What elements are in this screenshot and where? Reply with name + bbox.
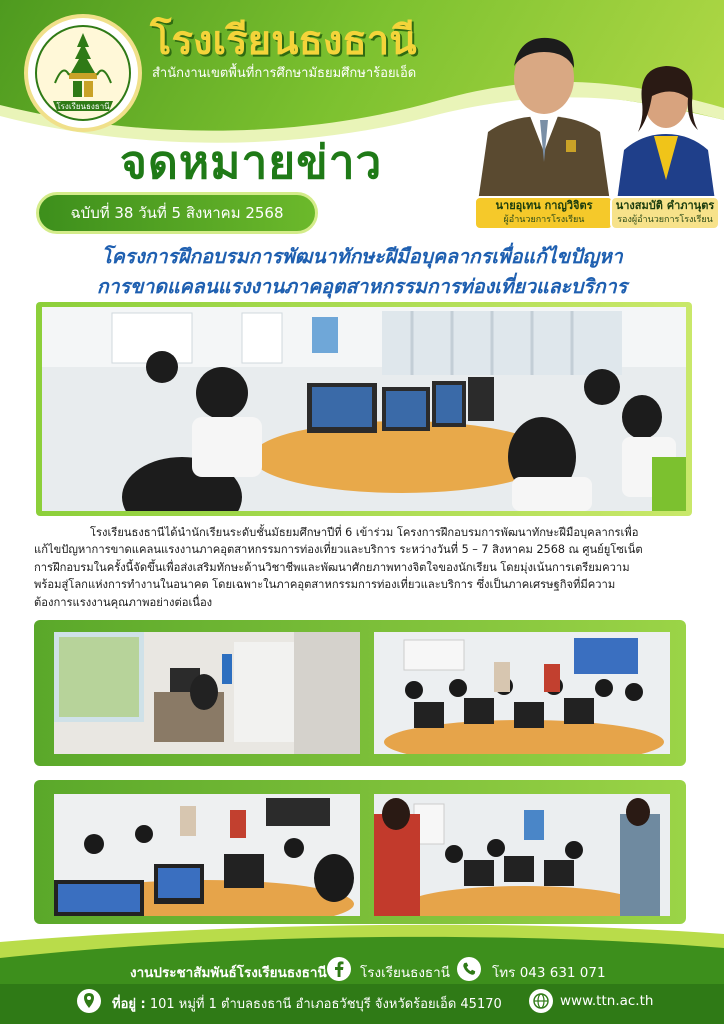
body-line-5: ต้องการแรงงานคุณภาพอย่างต่อเนื่อง — [34, 595, 213, 609]
school-logo — [24, 14, 142, 132]
phone-number: โทร 043 631 071 — [492, 965, 606, 981]
address-label: ที่อยู่ : — [112, 997, 146, 1012]
body-line-1: โรงเรียนธงธานีได้นำนักเรียนระดับชั้นมัธยมศึกษาปีที่ 6 เข้าร่วม โครงการฝึกอบรมการพัฒนาทักษะฝีมือบุคลากรเพื่อ — [90, 526, 639, 539]
facebook-icon[interactable] — [326, 956, 352, 982]
globe-icon — [528, 988, 554, 1014]
main-photo — [42, 307, 686, 511]
facebook-link[interactable]: โรงเรียนธงธานี — [360, 965, 450, 981]
location-pin-icon — [76, 988, 102, 1014]
deputy-name: นางสมบัติ คำภานุตร — [615, 199, 715, 212]
deputy-position: รองผู้อำนวยการโรงเรียน — [617, 215, 713, 225]
footer-pr-label: งานประชาสัมพันธ์โรงเรียนธงธานี — [130, 965, 327, 981]
gallery-photo-4 — [374, 794, 670, 916]
deputy-director-photo — [612, 50, 720, 208]
body-line-4: พร้อมสู่โลกแห่งการทำงานในอนาคต โดยเฉพาะในภาคอุตสาหกรรมการท่องเที่ยวและบริการ ซึ่งเป็นภาคเศรษฐกิจที่มีความ — [34, 578, 616, 592]
article-body — [34, 524, 694, 611]
headline-line-1: โครงการฝึกอบรมการพัฒนาทักษะฝีมือบุคลากรเพื่อแก้ไขปัญหา — [101, 245, 623, 268]
school-name: โรงเรียนธงธานี — [150, 18, 417, 64]
logo-text: โรงเรียนธงธานี — [56, 102, 110, 111]
body-line-2: แก้ไขปัญหาการขาดแคลนแรงงานภาคอุตสาหกรรมการท่องเที่ยวและบริการ ระหว่างวันที่ 5 – 7 สิงหาคม 2568 ณ ศูนย์ยูโซเน็ต — [34, 543, 643, 557]
director-photo — [470, 22, 618, 202]
school-subtitle: สำนักงานเขตพื้นที่การศึกษามัธยมศึกษาร้อยเอ็ด — [152, 66, 417, 81]
issue-badge: ฉบับที่ 38 วันที่ 5 สิงหาคม 2568 — [36, 192, 318, 234]
director-name-tag — [474, 196, 614, 230]
address-text: 101 หมู่ที่ 1 ตำบลธงธานี อำเภอธวัชบุรี จังหวัดร้อยเอ็ด 45170 — [145, 997, 502, 1012]
deputy-name-tag — [610, 196, 720, 230]
headline — [30, 242, 694, 302]
website-link[interactable]: www.ttn.ac.th — [560, 993, 654, 1009]
gallery-photo-2 — [374, 632, 670, 754]
newsletter-title: จดหมายข่าว — [120, 135, 383, 189]
gallery-photo-3 — [54, 794, 360, 916]
phone-icon — [456, 956, 482, 982]
director-name: นายอุเทน กาญวิจิตร — [495, 199, 593, 212]
school-emblem-icon — [33, 23, 133, 123]
address — [112, 993, 502, 1014]
headline-line-2: การขาดแคลนแรงงานภาคอุตสาหกรรมการท่องเที่ยวและบริการ — [96, 275, 628, 298]
director-position: ผู้อำนวยการโรงเรียน — [503, 215, 585, 225]
gallery-photo-1 — [54, 632, 360, 754]
body-line-3: การฝึกอบรมในครั้งนี้จัดขึ้นเพื่อส่งเสริมทักษะด้านวิชาชีพและพัฒนาศักยภาพทางจิตใจของนักเรียน โดยมุ่งเน้นการเตรียมความ — [34, 560, 630, 574]
